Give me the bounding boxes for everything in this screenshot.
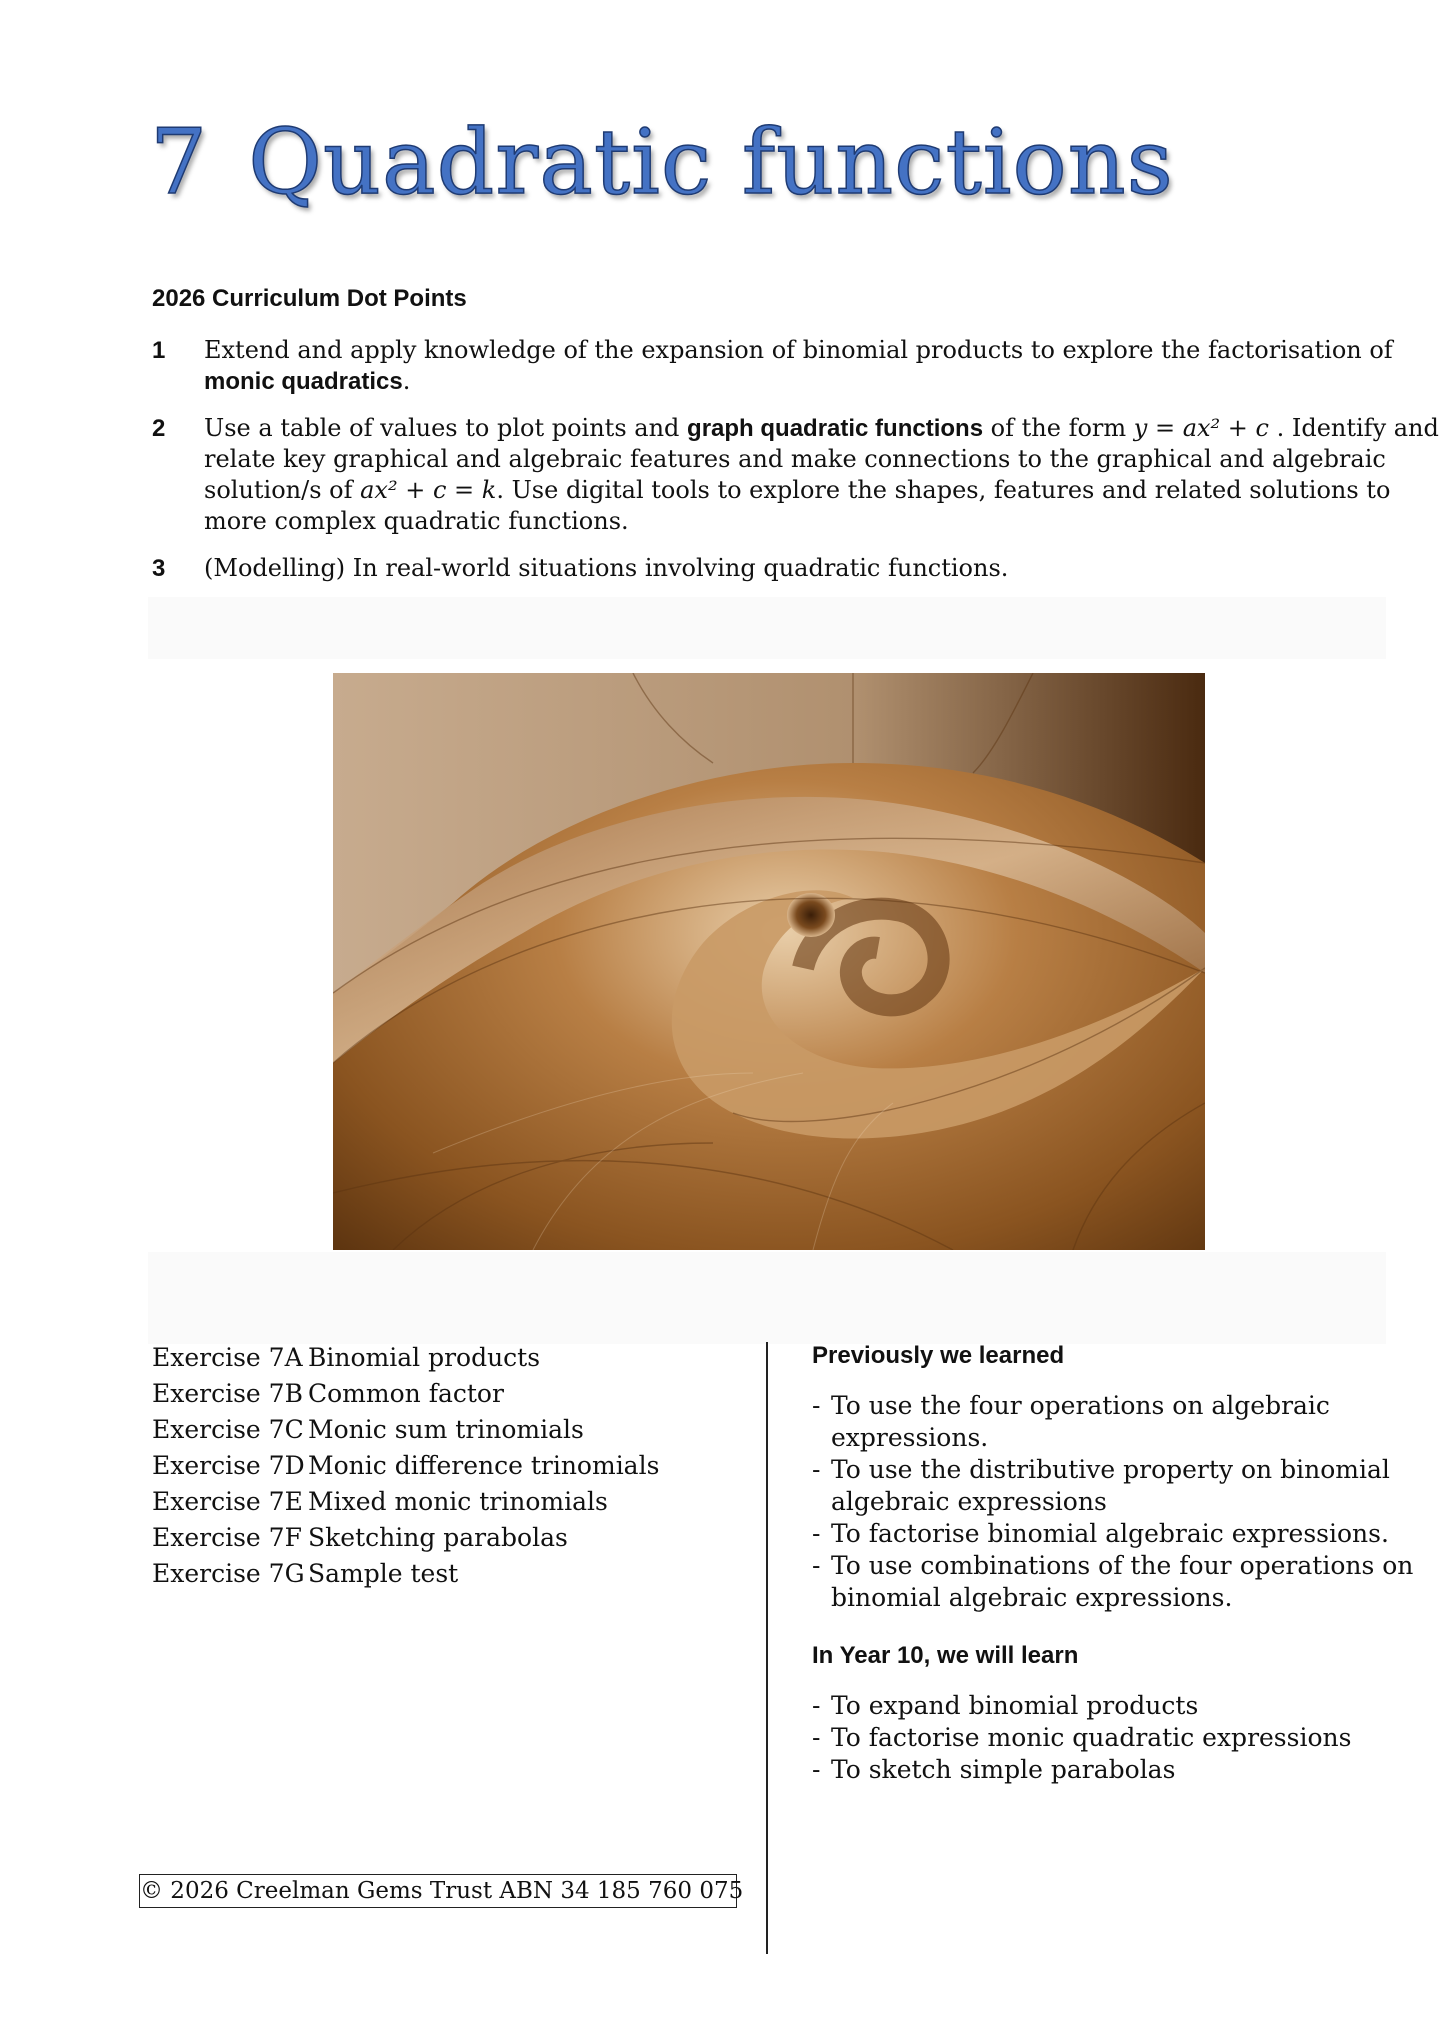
exercise-list bbox=[152, 1340, 659, 1592]
list-item bbox=[812, 1754, 1351, 1786]
list-item bbox=[812, 1454, 1413, 1518]
text-span: . bbox=[402, 367, 411, 395]
exercise-item[interactable] bbox=[152, 1556, 659, 1592]
text-line: more complex quadratic functions. bbox=[204, 507, 629, 535]
list-item-text: To factorise monic quadratic expressions bbox=[831, 1723, 1352, 1752]
list-item-text: binomial algebraic expressions. bbox=[831, 1583, 1233, 1612]
dash-bullet: - bbox=[812, 1391, 821, 1420]
exercise-code: Exercise 7A bbox=[152, 1343, 303, 1372]
text-line bbox=[204, 366, 1445, 397]
list-item bbox=[812, 1722, 1351, 1754]
exercise-item[interactable] bbox=[152, 1412, 659, 1448]
exercise-item[interactable] bbox=[152, 1340, 659, 1376]
exercise-name: Monic difference trinomials bbox=[308, 1451, 660, 1480]
exercise-item[interactable] bbox=[152, 1376, 659, 1412]
math-expression: ax² + c = k bbox=[360, 476, 497, 504]
list-item-text: To use combinations of the four operations on bbox=[831, 1551, 1414, 1580]
text-span: solution/s of bbox=[204, 476, 361, 504]
dash-bullet: - bbox=[812, 1755, 821, 1784]
list-item-text: To expand binomial products bbox=[831, 1691, 1199, 1720]
text-span: . Use digital tools to explore the shapes, features and related solutions to bbox=[496, 476, 1391, 504]
curriculum-item-number: 3 bbox=[152, 555, 166, 582]
text-line: relate key graphical and algebraic features and make connections to the graphical and algebraic bbox=[204, 445, 1386, 473]
exercise-name: Mixed monic trinomials bbox=[308, 1487, 608, 1516]
text-span: . Identify and bbox=[1268, 414, 1439, 442]
list-item bbox=[812, 1550, 1413, 1614]
chapter-title bbox=[150, 110, 1174, 215]
exercise-item[interactable] bbox=[152, 1484, 659, 1520]
exercise-item[interactable] bbox=[152, 1520, 659, 1556]
dash-bullet: - bbox=[812, 1723, 821, 1752]
text-line: Extend and apply knowledge of the expansion of binomial products to explore the factorisation of bbox=[204, 336, 1393, 364]
curriculum-item-number: 1 bbox=[152, 337, 166, 364]
bold-term: monic quadratics bbox=[204, 368, 403, 395]
curriculum-item-text bbox=[204, 413, 1445, 537]
shaded-band bbox=[148, 597, 1386, 659]
exercise-code: Exercise 7F bbox=[152, 1523, 302, 1552]
list-item-text: expressions. bbox=[831, 1423, 989, 1452]
exercise-code: Exercise 7B bbox=[152, 1379, 303, 1408]
chapter-title-text: Quadratic functions bbox=[248, 110, 1174, 215]
exercise-name: Common factor bbox=[308, 1379, 504, 1408]
curriculum-heading: 2026 Curriculum Dot Points bbox=[152, 285, 467, 312]
list-item-text: To use the distributive property on binomial bbox=[831, 1455, 1390, 1484]
dash-bullet: - bbox=[812, 1519, 821, 1548]
dash-bullet: - bbox=[812, 1691, 821, 1720]
curriculum-item-text bbox=[204, 335, 1445, 397]
column-divider bbox=[766, 1342, 768, 1954]
list-item-text: algebraic expressions bbox=[831, 1487, 1107, 1516]
year10-heading: In Year 10, we will learn bbox=[812, 1642, 1079, 1669]
exercise-code: Exercise 7C bbox=[152, 1415, 304, 1444]
text-span: Use a table of values to plot points and bbox=[204, 414, 688, 442]
previously-learned-list bbox=[812, 1390, 1413, 1614]
text-span: of the form bbox=[983, 414, 1134, 442]
exercise-item[interactable] bbox=[152, 1448, 659, 1484]
text-line: (Modelling) In real-world situations involving quadratic functions. bbox=[204, 554, 1009, 582]
copyright-footer: © 2026 Creelman Gems Trust ABN 34 185 760 075 bbox=[139, 1874, 737, 1908]
chapter-number: 7 bbox=[150, 110, 209, 215]
text-line bbox=[204, 413, 1445, 444]
list-item-text: To factorise binomial algebraic expressions. bbox=[831, 1519, 1389, 1548]
list-item-text: To sketch simple parabolas bbox=[831, 1755, 1176, 1784]
dash-bullet: - bbox=[812, 1551, 821, 1580]
math-expression: y = ax² + c bbox=[1133, 414, 1269, 442]
year10-list bbox=[812, 1690, 1351, 1786]
list-item bbox=[812, 1518, 1413, 1550]
exercise-name: Binomial products bbox=[308, 1343, 541, 1372]
exercise-name: Sample test bbox=[308, 1559, 459, 1588]
list-item-text: To use the four operations on algebraic bbox=[831, 1391, 1330, 1420]
exercise-code: Exercise 7E bbox=[152, 1487, 303, 1516]
list-item bbox=[812, 1690, 1351, 1722]
exercise-code: Exercise 7D bbox=[152, 1451, 305, 1480]
exercise-name: Sketching parabolas bbox=[308, 1523, 568, 1552]
spiral-staircase-photo bbox=[333, 673, 1205, 1250]
list-item bbox=[812, 1390, 1413, 1454]
previously-learned-heading: Previously we learned bbox=[812, 1342, 1065, 1369]
exercise-code: Exercise 7G bbox=[152, 1559, 305, 1588]
bold-term: graph quadratic functions bbox=[687, 415, 984, 442]
dash-bullet: - bbox=[812, 1455, 821, 1484]
shaded-band bbox=[148, 1252, 1386, 1344]
text-line bbox=[204, 475, 1445, 506]
curriculum-item-number: 2 bbox=[152, 415, 166, 442]
exercise-name: Monic sum trinomials bbox=[308, 1415, 584, 1444]
curriculum-item-text bbox=[204, 553, 1445, 584]
